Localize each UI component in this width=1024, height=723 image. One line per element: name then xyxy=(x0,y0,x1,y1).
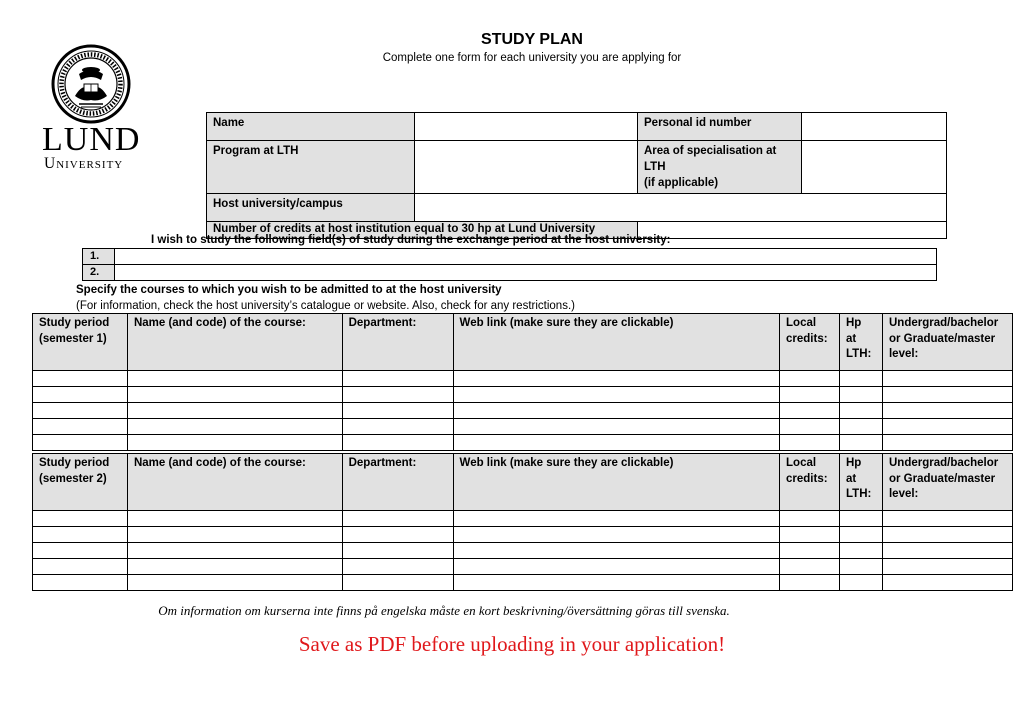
local-credits-header: Local credits: xyxy=(780,314,840,371)
fields-table xyxy=(82,248,937,281)
field-row-number: 1. xyxy=(83,249,115,265)
fields-intro: I wish to study the following field(s) of study during the exchange period at the host university: xyxy=(151,234,671,246)
page-title: STUDY PLAN xyxy=(481,31,583,48)
table-row[interactable] xyxy=(33,527,1013,543)
header-row xyxy=(33,454,1013,511)
field-row-number: 2. xyxy=(83,265,115,281)
host-label: Host university/campus xyxy=(207,194,415,222)
swedish-note: Om information om kurserna inte finns på engelska måste en kort beskrivning/översättning göras till svenska. xyxy=(158,603,730,618)
program-field[interactable] xyxy=(414,141,637,194)
logo-wordmark: LUND xyxy=(42,121,141,158)
course-name-header: Name (and code) of the course: xyxy=(127,314,342,371)
area-field[interactable] xyxy=(802,141,947,194)
credits-label: Number of credits at host institution equal to 30 hp at Lund University xyxy=(207,222,638,239)
personal-info-table xyxy=(206,112,947,239)
web-link-header: Web link (make sure they are clickable) xyxy=(453,314,779,371)
web-link-header: Web link (make sure they are clickable) xyxy=(453,454,779,511)
table-row[interactable] xyxy=(33,575,1013,591)
table-row[interactable] xyxy=(33,543,1013,559)
host-field[interactable] xyxy=(414,194,946,222)
table-row[interactable] xyxy=(33,387,1013,403)
level-header: Undergrad/bachelor or Graduate/master level: xyxy=(882,454,1012,511)
page-subtitle: Complete one form for each university you are applying for xyxy=(382,52,682,64)
credits-field[interactable] xyxy=(638,222,947,239)
department-header: Department: xyxy=(342,454,453,511)
name-field[interactable] xyxy=(414,113,637,141)
hp-header: Hp at LTH: xyxy=(840,314,883,371)
courses-table-semester-1 xyxy=(32,313,1013,451)
study-period-header: Study period (semester 2) xyxy=(33,454,128,511)
university-seal-icon xyxy=(51,44,131,124)
table-row[interactable] xyxy=(33,419,1013,435)
table-row[interactable] xyxy=(33,559,1013,575)
personal-id-field[interactable] xyxy=(802,113,947,141)
hp-header: Hp at LTH: xyxy=(840,454,883,511)
specify-note: (For information, check the host university’s catalogue or website. Also, check for any restrictions.) xyxy=(76,300,575,312)
table-row[interactable] xyxy=(33,403,1013,419)
study-period-header: Study period (semester 1) xyxy=(33,314,128,371)
table-row[interactable] xyxy=(33,511,1013,527)
area-label: Area of specialisation at LTH (if applicable) xyxy=(638,141,802,194)
courses-table-semester-2 xyxy=(32,453,1013,591)
field-1-input[interactable] xyxy=(115,249,937,265)
specify-heading: Specify the courses to which you wish to be admitted to at the host university xyxy=(76,284,502,296)
table-row[interactable] xyxy=(33,371,1013,387)
level-header: Undergrad/bachelor or Graduate/master level: xyxy=(882,314,1012,371)
logo-wordmark-sub: University xyxy=(44,155,124,172)
course-name-header: Name (and code) of the course: xyxy=(127,454,342,511)
name-label: Name xyxy=(207,113,415,141)
table-row[interactable] xyxy=(33,435,1013,451)
program-label: Program at LTH xyxy=(207,141,415,194)
field-2-input[interactable] xyxy=(115,265,937,281)
local-credits-header: Local credits: xyxy=(780,454,840,511)
header-row xyxy=(33,314,1013,371)
save-as-pdf-note: Save as PDF before uploading in your application! xyxy=(298,632,726,656)
personal-id-label: Personal id number xyxy=(638,113,802,141)
department-header: Department: xyxy=(342,314,453,371)
